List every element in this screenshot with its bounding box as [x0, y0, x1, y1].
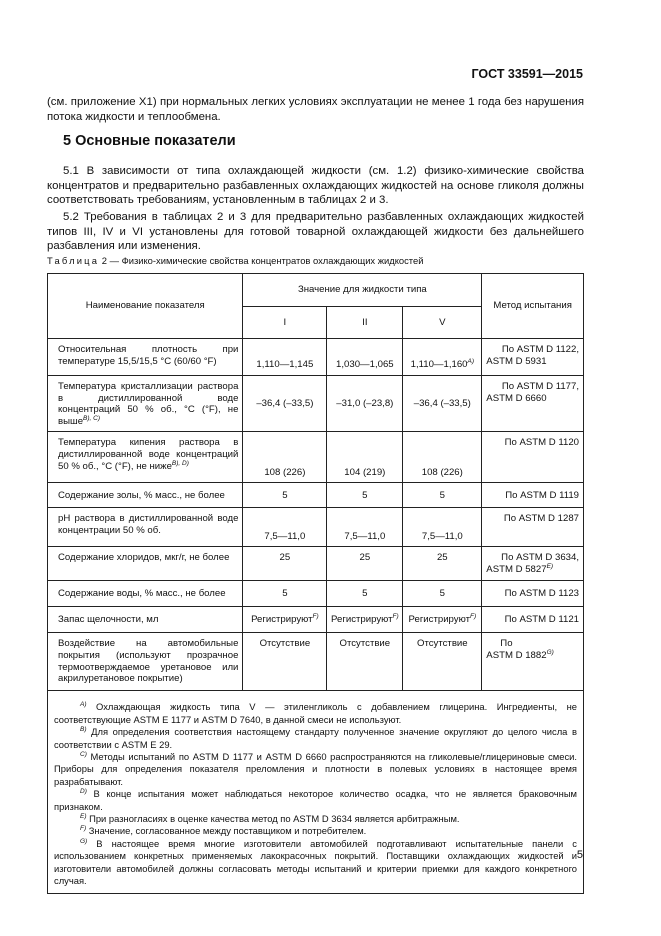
table-row [48, 547, 584, 581]
row-value: –36,4 (–33,5) [403, 376, 482, 432]
row-value: 5 [327, 483, 403, 508]
row-method: По ASTM D 1119 [482, 483, 584, 508]
table-caption-label: Таблица [47, 255, 100, 266]
table-notes [48, 691, 584, 894]
col-header-name: Наименование показателя [48, 274, 243, 339]
table-note: $^{A)}$ Охлаждающая жидкость типа V — этиленгликоль с добавлением глицерина. Ингредиенты, не соответствующие ASTM E 1177 и ASTM D 7640, в данной смеси не используют. [54, 701, 577, 725]
section-title: 5 Основные показатели [63, 133, 236, 149]
row-value: Регистрируют$^{F)}$ [327, 607, 403, 633]
row-name: Содержание золы, % масс., не более [48, 483, 243, 508]
row-value: $1,110—1,160^{A)}$ [403, 339, 482, 376]
row-value: 7,5—11,0 [403, 508, 482, 547]
row-value: 1,030—1,065 [327, 339, 403, 376]
row-method: По ASTM D $1882^{G)}$ [482, 633, 584, 691]
footnote-mark: F) [312, 612, 319, 620]
col-header-type: I [243, 307, 327, 339]
table-note: $^{F)}$ Значение, согласованное между поставщиком и потребителем. [80, 825, 367, 837]
table-row [48, 581, 584, 607]
paragraph-5-2: 5.2 Требования в таблицах 2 и 3 для предварительно разбавленных охлаждающих жидкостей типов III, IV и VI установлены для готовой товарной охлаждающей жидкости без дальнейшего разбавления или изменения. [47, 211, 584, 253]
col-header-type: II [327, 307, 403, 339]
row-method: По ASTM D 1121 [482, 607, 584, 633]
row-value: –36,4 (–33,5) [243, 376, 327, 432]
row-value: Регистрируют$^{F)}$ [403, 607, 482, 633]
row-value: 108 (226) [403, 432, 482, 483]
row-value: Регистрируют$^{F)}$ [243, 607, 327, 633]
table-note: $^{G)}$ В настоящее время многие изготовители автомобилей подготавливают испытательные панели с использованием конкретных применяемых лакокрасочных покрытий. Поставщики охлаждающих жидкостей и изготовители автомобилей должны согласовать методы испытаний и критерии приемки для каждого конкретного случая. [54, 837, 577, 887]
row-value: 25 [327, 547, 403, 581]
footnote-mark: E) [546, 562, 554, 570]
table-row [48, 607, 584, 633]
table-note: $^{D)}$ В конце испытания может наблюдаться некоторое количество осадка, что не является браковочным признаком. [54, 788, 577, 812]
footnote-mark: G) [546, 648, 554, 656]
paragraph-5-1: 5.1 В зависимости от типа охлаждающей жидкости (см. 1.2) физико-химические свойства концентратов и предварительно разбавленных охлаждающих жидкостей на основе гликоля должны соответствовать требованиям, установленным в таблицах 2 и 3. [47, 165, 584, 207]
col-header-type: V [403, 307, 482, 339]
table-row [48, 508, 584, 547]
row-value: Отсутствие [327, 633, 403, 691]
standard-code: ГОСТ 33591—2015 [471, 67, 583, 81]
table-note: $^{E)}$ При разногласиях в оценке качества метод по ASTM D 3634 является арбитражным. [80, 812, 460, 825]
row-value: 25 [243, 547, 327, 581]
row-method: По ASTM D 1122, ASTM D 5931 [482, 339, 584, 376]
footnote-mark: B), C) [83, 414, 101, 422]
row-value: 108 (226) [243, 432, 327, 483]
row-name: Воздействие на автомобильные покрытия (используют прозрачное термоотверждаемое уретановое или акрилуретановое покрытие) [48, 633, 243, 691]
row-value: 104 (219) [327, 432, 403, 483]
row-name: Содержание воды, % масс., не более [48, 581, 243, 607]
page-number: 5 [576, 849, 583, 861]
row-name: pH раствора в дистиллированной воде концентрации 50 % об. [48, 508, 243, 547]
row-method: По ASTM D 1120 [482, 432, 584, 483]
row-method: По ASTM D 1177, ASTM D 6660 [482, 376, 584, 432]
row-value: 7,5—11,0 [327, 508, 403, 547]
footnote-mark: F) [392, 612, 399, 620]
row-method: По ASTM D 1123 [482, 581, 584, 607]
row-value: 7,5—11,0 [243, 508, 327, 547]
row-value: 5 [403, 581, 482, 607]
table-caption-text: 2 — Физико-химические свойства концентратов охлаждающих жидкостей [99, 255, 424, 266]
notes-row [48, 691, 584, 894]
row-name: Содержание хлоридов, мкг/г, не более [48, 547, 243, 581]
row-value: –31,0 (–23,8) [327, 376, 403, 432]
row-value: Отсутствие [243, 633, 327, 691]
row-value: 5 [327, 581, 403, 607]
table-row [48, 483, 584, 508]
table-row [48, 633, 584, 691]
footnote-mark: F) [469, 612, 477, 620]
row-name: Температура кипения раствора в дистиллированной воде концентраций 50 % об., °С (°F), не ниже$^{B), D)}$ [48, 432, 243, 483]
row-method: По ASTM D 3634, ASTM D $5827^{E)}$ [482, 547, 584, 581]
properties-table [47, 273, 584, 894]
footnote-mark: A) [467, 358, 475, 366]
row-name: Температура кристаллизации раствора в дистиллированной воде концентраций 50 % об., °С (°F), не выше$^{B), C)}$ [48, 376, 243, 432]
intro-paragraph: (см. приложение X1) при нормальных легких условиях эксплуатации не менее 1 года без нарушения потока жидкости и теплообмена. [47, 96, 584, 123]
row-value: 25 [403, 547, 482, 581]
table-caption [47, 255, 423, 266]
table-row [48, 376, 584, 432]
row-value: 1,110—1,145 [243, 339, 327, 376]
footnote-mark: B), D) [171, 459, 189, 467]
row-value: 5 [243, 581, 327, 607]
row-value: Отсутствие [403, 633, 482, 691]
row-method: По ASTM D 1287 [482, 508, 584, 547]
table-row [48, 339, 584, 376]
row-name: Относительная плотность при температуре 15,5/15,5 °С (60/60 °F) [48, 339, 243, 376]
row-value: 5 [403, 483, 482, 508]
table-row [48, 432, 584, 483]
col-header-group: Значение для жидкости типа [243, 274, 482, 307]
row-name: Запас щелочности, мл [48, 607, 243, 633]
col-header-method: Метод испытания [482, 274, 584, 339]
table-note: $^{B)}$ Для определения соответствия настоящему стандарту полученное значение округляют до целого числа в соответствии с ASTM E 29. [54, 726, 577, 750]
row-value: 5 [243, 483, 327, 508]
table-note: $^{C)}$ Методы испытаний по ASTM D 1177 и ASTM D 6660 распространяются на гликолевые/глицериновые смеси. Приборы для определения показателя преломления и плотности в полевых условиях в настоящее время разрабатывают. [54, 750, 577, 787]
